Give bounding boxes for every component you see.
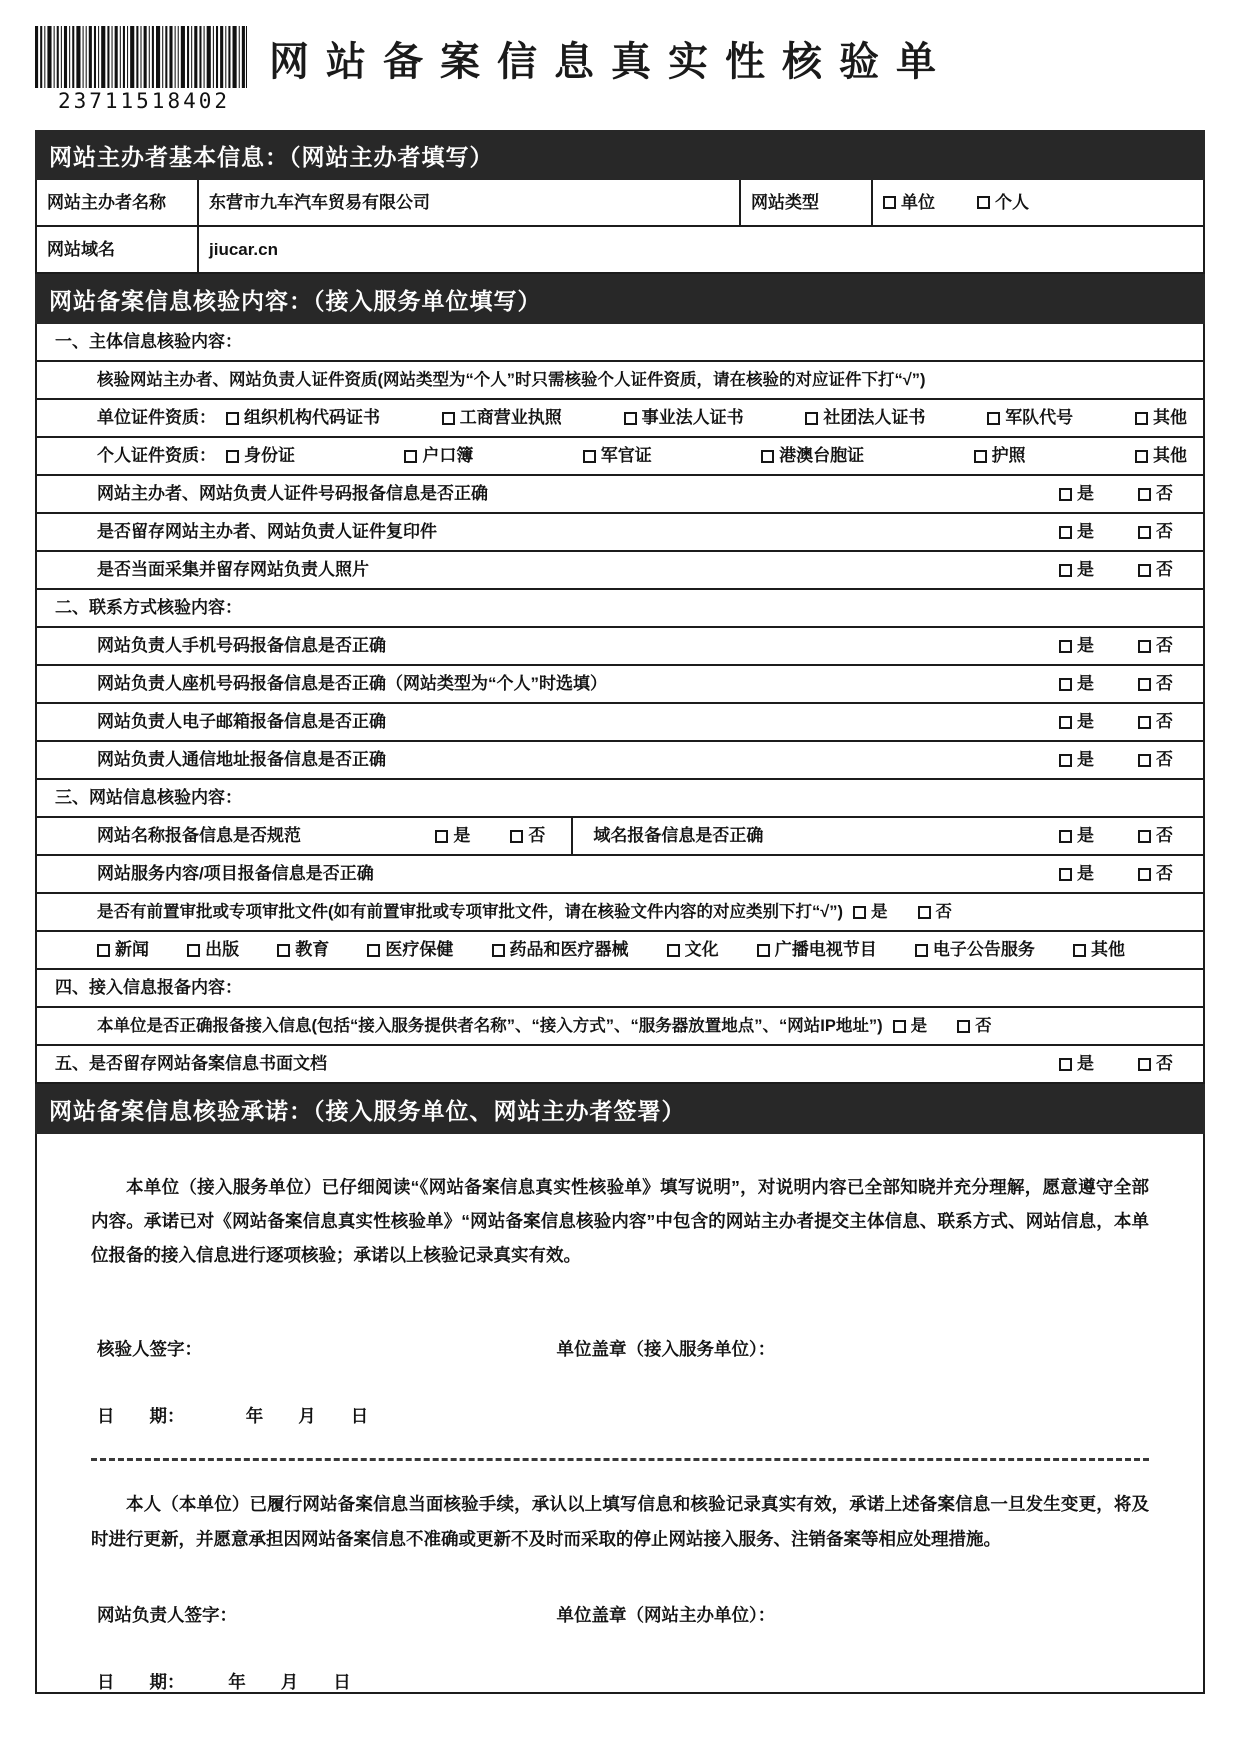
cert-verify-note: 核验网站主办者、网站负责人证件资质(网站类型为“个人”时只需核验个人证件资质，请在核验的对应证件下打“√”) bbox=[97, 370, 926, 389]
question-label: 网站负责人通信地址报备信息是否正确 bbox=[97, 750, 386, 770]
option-label: 港澳台胞证 bbox=[779, 446, 865, 466]
sign-row-organizer bbox=[91, 1602, 1149, 1627]
organizer-name-label: 网站主办者名称 bbox=[47, 192, 166, 212]
checkbox-icon[interactable] bbox=[187, 944, 200, 957]
option-label: 否 bbox=[1156, 864, 1173, 884]
table-row-section-4 bbox=[37, 970, 1203, 1008]
yes-option[interactable] bbox=[1059, 711, 1094, 732]
section-header-basic-info: 网站主办者基本信息：（网站主办者填写） bbox=[35, 130, 1205, 180]
barcode-number: 23711518402 bbox=[57, 89, 231, 113]
checkbox-icon[interactable] bbox=[1138, 488, 1151, 501]
checkbox-icon[interactable] bbox=[1059, 640, 1072, 653]
option-label: 是 bbox=[1077, 750, 1094, 770]
yes-no-group bbox=[1059, 825, 1173, 846]
table-row-approval-categories bbox=[37, 932, 1203, 970]
personal-cert-option[interactable] bbox=[1135, 445, 1187, 466]
checkbox-icon[interactable] bbox=[987, 412, 1000, 425]
question-label: 网站负责人座机号码报备信息是否正确（网站类型为“个人”时选填） bbox=[97, 674, 607, 694]
checkbox-icon[interactable] bbox=[1059, 716, 1072, 729]
unit-cert-option[interactable] bbox=[1135, 407, 1187, 428]
question-label: 是否当面采集并留存网站负责人照片 bbox=[97, 560, 369, 580]
personal-cert-label: 个人证件资质： bbox=[97, 446, 216, 466]
option-label: 身份证 bbox=[244, 446, 295, 466]
option-label: 是 bbox=[1077, 560, 1094, 580]
basic-info-table bbox=[35, 180, 1205, 274]
option-label: 否 bbox=[935, 902, 953, 921]
table-row-email bbox=[37, 704, 1203, 742]
option-label: 是 bbox=[1077, 674, 1094, 694]
site-type-options bbox=[871, 180, 1203, 225]
approval-options bbox=[97, 939, 1203, 960]
personal-cert-option[interactable] bbox=[404, 445, 473, 466]
checkbox-icon[interactable] bbox=[1059, 564, 1072, 577]
approval-option[interactable] bbox=[667, 939, 719, 960]
approval-option[interactable] bbox=[492, 939, 629, 960]
option-label: 否 bbox=[1156, 560, 1173, 580]
checkbox-icon[interactable] bbox=[1138, 678, 1151, 691]
barcode-block bbox=[35, 26, 253, 113]
approval-option[interactable] bbox=[757, 939, 877, 960]
checkbox-icon[interactable] bbox=[853, 906, 866, 919]
yes-option[interactable] bbox=[1059, 863, 1094, 884]
option-label: 是 bbox=[1077, 864, 1094, 884]
option-label: 是 bbox=[1077, 636, 1094, 656]
question-label: 网站名称报备信息是否规范 bbox=[97, 826, 301, 846]
option-label: 其他 bbox=[1152, 446, 1187, 466]
unit-cert-label: 单位证件资质： bbox=[97, 408, 216, 428]
table-row-personal-cert bbox=[37, 438, 1203, 476]
question-label: 本单位是否正确报备接入信息(包括“接入服务提供者名称”、“接入方式”、“服务器放置地点”、“网站IP地址”) bbox=[97, 1016, 883, 1035]
checkbox-icon[interactable] bbox=[435, 830, 448, 843]
option-label: 军官证 bbox=[600, 446, 652, 466]
section-2-title: 二、联系方式核验内容： bbox=[55, 598, 242, 618]
option-label: 药品和医疗器械 bbox=[509, 940, 629, 960]
checkbox-icon[interactable] bbox=[1059, 754, 1072, 767]
section-5-title: 五、是否留存网站备案信息书面文档 bbox=[55, 1054, 327, 1074]
yes-option[interactable] bbox=[1059, 483, 1094, 504]
yes-option[interactable] bbox=[435, 825, 470, 846]
no-option[interactable] bbox=[1138, 711, 1173, 732]
checkbox-icon[interactable] bbox=[226, 450, 239, 463]
section-header-verify-content: 网站备案信息核验内容：（接入服务单位填写） bbox=[35, 274, 1205, 324]
domain-correct-cell bbox=[573, 818, 1203, 854]
table-row-landline bbox=[37, 666, 1203, 704]
checkbox-icon[interactable] bbox=[1138, 868, 1151, 881]
approval-option[interactable] bbox=[915, 939, 1035, 960]
barcode-image bbox=[35, 26, 247, 88]
option-label: 是 bbox=[1077, 712, 1094, 732]
checkbox-icon[interactable] bbox=[1138, 1058, 1151, 1071]
option-label: 否 bbox=[1156, 712, 1173, 732]
table-row-domain bbox=[37, 227, 1203, 274]
option-label: 社团法人证书 bbox=[823, 408, 926, 428]
question-label: 网站服务内容/项目报备信息是否正确 bbox=[97, 864, 374, 884]
section-3-title: 三、网站信息核验内容： bbox=[55, 788, 242, 808]
yes-option[interactable] bbox=[1059, 1053, 1094, 1074]
yes-option[interactable] bbox=[1059, 825, 1094, 846]
checkbox-icon[interactable] bbox=[1059, 830, 1072, 843]
checkbox-icon[interactable] bbox=[97, 944, 110, 957]
section-1-title: 一、主体信息核验内容： bbox=[55, 332, 242, 352]
checkbox-icon[interactable] bbox=[1073, 944, 1086, 957]
checkbox-icon[interactable] bbox=[1138, 640, 1151, 653]
personal-cert-option[interactable] bbox=[974, 445, 1026, 466]
option-label: 广播电视节目 bbox=[774, 940, 877, 960]
yes-option[interactable] bbox=[1059, 559, 1094, 580]
option-label: 工商营业执照 bbox=[459, 408, 562, 428]
verify-table bbox=[35, 324, 1205, 1084]
unit-cert-option[interactable] bbox=[805, 407, 925, 428]
checkbox-icon[interactable] bbox=[974, 450, 987, 463]
option-label: 是 bbox=[1077, 1054, 1094, 1074]
no-option[interactable] bbox=[1138, 521, 1173, 542]
question-label: 网站负责人电子邮箱报备信息是否正确 bbox=[97, 712, 386, 732]
unit-cert-option[interactable] bbox=[442, 407, 562, 428]
table-row-photo bbox=[37, 552, 1203, 590]
checkbox-icon[interactable] bbox=[957, 1020, 970, 1033]
option-label: 是 bbox=[1077, 826, 1094, 846]
personal-cert-options bbox=[226, 445, 1203, 466]
yes-no-group bbox=[435, 825, 545, 846]
approval-option[interactable] bbox=[1073, 939, 1125, 960]
yes-option[interactable] bbox=[1059, 749, 1094, 770]
promise-box bbox=[35, 1134, 1205, 1694]
option-label: 护照 bbox=[991, 446, 1026, 466]
checkbox-icon[interactable] bbox=[583, 450, 596, 463]
personal-cert-option[interactable] bbox=[761, 445, 864, 466]
promise-paragraph-organizer: 本人（本单位）已履行网站备案信息当面核验手续，承认以上填写信息和核验记录真实有效，承诺上述备案信息一旦发生变更，将及时进行更新，并愿意承担因网站备案信息不准确或更新不及时而采取的停止网站接入服务、注销备案等相应处理措施。 bbox=[91, 1494, 1149, 1549]
option-label: 否 bbox=[1156, 826, 1173, 846]
isp-seal-label: 单位盖章（接入服务单位）： bbox=[556, 1339, 776, 1360]
yes-option[interactable] bbox=[1059, 635, 1094, 656]
option-label: 否 bbox=[1156, 484, 1173, 504]
no-option[interactable] bbox=[1138, 1053, 1173, 1074]
checkbox-icon[interactable] bbox=[367, 944, 380, 957]
yes-no-group bbox=[1059, 559, 1173, 580]
approval-option[interactable] bbox=[97, 939, 149, 960]
no-option[interactable] bbox=[957, 1016, 992, 1037]
question-label: 域名报备信息是否正确 bbox=[593, 826, 764, 846]
option-label: 否 bbox=[528, 826, 546, 846]
table-row-address bbox=[37, 742, 1203, 780]
option-label: 否 bbox=[1156, 1054, 1173, 1074]
table-row-access-info bbox=[37, 1008, 1203, 1046]
domain-value: jiucar.cn bbox=[197, 227, 1203, 272]
yes-no-group bbox=[1059, 863, 1173, 884]
promise-paragraph-isp: 本单位（接入服务单位）已仔细阅读“《网站备案信息真实性核验单》填写说明”，对说明内容已全部知晓并充分理解，愿意遵守全部内容。承诺已对《网站备案信息真实性核验单》“网站备案信息核验内容”中包含的网站主办者提交主体信息、联系方式、网站信息，本单位报备的接入信息进行逐项核验；承诺以上核验记录真实有效。 bbox=[91, 1177, 1149, 1266]
checkbox-icon[interactable] bbox=[277, 944, 290, 957]
option-label: 否 bbox=[1156, 636, 1173, 656]
option-label: 否 bbox=[975, 1016, 992, 1035]
option-label: 军队代号 bbox=[1005, 408, 1074, 428]
checkbox-icon[interactable] bbox=[667, 944, 680, 957]
checkbox-icon[interactable] bbox=[1138, 830, 1151, 843]
checkbox-icon[interactable] bbox=[492, 944, 505, 957]
checkbox-icon[interactable] bbox=[1138, 564, 1151, 577]
option-label: 其他 bbox=[1152, 408, 1187, 428]
yes-option[interactable] bbox=[1059, 521, 1094, 542]
checkbox-icon[interactable] bbox=[1138, 754, 1151, 767]
verifier-signature-label: 核验人签字： bbox=[97, 1339, 202, 1360]
checkbox-icon[interactable] bbox=[510, 830, 523, 843]
section-header-promise: 网站备案信息核验承诺：（接入服务单位、网站主办者签署） bbox=[35, 1084, 1205, 1134]
option-label: 文化 bbox=[684, 940, 719, 960]
no-option[interactable] bbox=[918, 902, 953, 923]
organizer-seal-label: 单位盖章（网站主办单位）： bbox=[556, 1604, 776, 1625]
checkbox-icon[interactable] bbox=[805, 412, 818, 425]
checkbox-icon[interactable] bbox=[442, 412, 455, 425]
option-label: 个人 bbox=[995, 192, 1029, 212]
option-label: 医疗保健 bbox=[385, 940, 454, 960]
site-type-unit-option[interactable] bbox=[883, 192, 935, 213]
option-label: 组织机构代码证书 bbox=[244, 408, 380, 428]
checkbox-icon[interactable] bbox=[761, 450, 774, 463]
table-row-mobile bbox=[37, 628, 1203, 666]
yes-no-group bbox=[1059, 483, 1173, 504]
approval-option[interactable] bbox=[277, 939, 329, 960]
yes-option[interactable] bbox=[893, 1016, 928, 1037]
checkbox-icon[interactable] bbox=[918, 906, 931, 919]
sign-row-isp bbox=[91, 1336, 1149, 1361]
date-row-isp: 日 期： 年 月 日 bbox=[97, 1406, 369, 1427]
unit-cert-option[interactable] bbox=[226, 407, 380, 428]
option-label: 单位 bbox=[901, 192, 935, 212]
yes-no-group bbox=[1059, 673, 1173, 694]
site-manager-signature-label: 网站负责人签字： bbox=[97, 1604, 237, 1625]
checkbox-icon[interactable] bbox=[1059, 868, 1072, 881]
yes-option[interactable] bbox=[853, 902, 888, 923]
option-label: 是 bbox=[1077, 484, 1094, 504]
unit-cert-option[interactable] bbox=[987, 407, 1073, 428]
page-title: 网站备案信息真实性核验单 bbox=[269, 40, 953, 84]
question-label: 是否有前置审批或专项审批文件(如有前置审批或专项审批文件，请在核验文件内容的对应类别下打“√”) bbox=[97, 902, 844, 921]
personal-cert-option[interactable] bbox=[226, 445, 295, 466]
domain-label: 网站域名 bbox=[47, 239, 115, 259]
yes-no-group bbox=[853, 902, 952, 923]
checkbox-icon[interactable] bbox=[1135, 450, 1148, 463]
table-row-section-5 bbox=[37, 1046, 1203, 1084]
yes-no-group bbox=[1059, 635, 1173, 656]
checkbox-icon[interactable] bbox=[915, 944, 928, 957]
unit-cert-option[interactable] bbox=[624, 407, 744, 428]
no-option[interactable] bbox=[510, 825, 545, 846]
table-row-sitename-domain bbox=[37, 818, 1203, 856]
yes-no-group bbox=[1059, 749, 1173, 770]
option-label: 新闻 bbox=[115, 940, 149, 960]
masthead bbox=[35, 26, 1205, 130]
table-row-cert-number bbox=[37, 476, 1203, 514]
table-row-section-1 bbox=[37, 324, 1203, 362]
site-type-label: 网站类型 bbox=[739, 180, 871, 225]
no-option[interactable] bbox=[1138, 863, 1173, 884]
option-label: 否 bbox=[1156, 750, 1173, 770]
no-option[interactable] bbox=[1138, 483, 1173, 504]
checkbox-icon[interactable] bbox=[1135, 412, 1148, 425]
table-row-service bbox=[37, 856, 1203, 894]
checkbox-icon[interactable] bbox=[977, 196, 990, 209]
checkbox-icon[interactable] bbox=[1138, 526, 1151, 539]
organizer-name-value: 东营市九车汽车贸易有限公司 bbox=[197, 180, 739, 225]
table-row-cert-copy bbox=[37, 514, 1203, 552]
question-label: 网站主办者、网站负责人证件号码报备信息是否正确 bbox=[97, 484, 488, 504]
option-label: 否 bbox=[1156, 522, 1173, 542]
checkbox-icon[interactable] bbox=[226, 412, 239, 425]
table-row-section-2 bbox=[37, 590, 1203, 628]
table-row-organizer bbox=[37, 180, 1203, 227]
no-option[interactable] bbox=[1138, 825, 1173, 846]
option-label: 事业法人证书 bbox=[641, 408, 744, 428]
no-option[interactable] bbox=[1138, 559, 1173, 580]
checkbox-icon[interactable] bbox=[404, 450, 417, 463]
option-label: 电子公告服务 bbox=[932, 940, 1035, 960]
checkbox-icon[interactable] bbox=[1138, 716, 1151, 729]
checkbox-icon[interactable] bbox=[893, 1020, 906, 1033]
approval-options-lead bbox=[37, 946, 97, 954]
no-option[interactable] bbox=[1138, 749, 1173, 770]
option-label: 是 bbox=[1077, 522, 1094, 542]
checkbox-icon[interactable] bbox=[883, 196, 896, 209]
yes-option[interactable] bbox=[1059, 673, 1094, 694]
approval-option[interactable] bbox=[367, 939, 453, 960]
yes-no-group bbox=[893, 1016, 992, 1037]
yes-no-group bbox=[1059, 711, 1173, 732]
sitename-cell bbox=[37, 818, 573, 854]
checkbox-icon[interactable] bbox=[1059, 1058, 1072, 1071]
option-label: 是 bbox=[871, 902, 888, 921]
personal-cert-option[interactable] bbox=[583, 445, 652, 466]
question-label: 是否留存网站主办者、网站负责人证件复印件 bbox=[97, 522, 437, 542]
section-4-title: 四、接入信息报备内容： bbox=[55, 978, 242, 998]
approval-option[interactable] bbox=[187, 939, 239, 960]
unit-cert-options bbox=[226, 407, 1203, 428]
table-row-unit-cert bbox=[37, 400, 1203, 438]
question-label: 网站负责人手机号码报备信息是否正确 bbox=[97, 636, 386, 656]
site-type-personal-option[interactable] bbox=[977, 192, 1029, 213]
dashed-divider bbox=[91, 1458, 1149, 1461]
table-row-cert-note bbox=[37, 362, 1203, 400]
option-label: 出版 bbox=[205, 940, 240, 960]
table-row-preapproval bbox=[37, 894, 1203, 932]
option-label: 是 bbox=[910, 1016, 928, 1035]
checkbox-icon[interactable] bbox=[624, 412, 637, 425]
yes-no-group bbox=[1059, 1053, 1173, 1074]
no-option[interactable] bbox=[1138, 673, 1173, 694]
option-label: 其他 bbox=[1091, 940, 1125, 960]
checkbox-icon[interactable] bbox=[1059, 488, 1072, 501]
checkbox-icon[interactable] bbox=[1059, 678, 1072, 691]
table-row-section-3 bbox=[37, 780, 1203, 818]
option-label: 教育 bbox=[295, 940, 330, 960]
option-label: 户口簿 bbox=[422, 446, 474, 466]
option-label: 否 bbox=[1156, 674, 1173, 694]
no-option[interactable] bbox=[1138, 635, 1173, 656]
date-row-organizer: 日 期： 年 月 日 bbox=[97, 1671, 351, 1692]
yes-no-group bbox=[1059, 521, 1173, 542]
checkbox-icon[interactable] bbox=[1059, 526, 1072, 539]
checkbox-icon[interactable] bbox=[757, 944, 770, 957]
option-label: 是 bbox=[453, 826, 471, 846]
